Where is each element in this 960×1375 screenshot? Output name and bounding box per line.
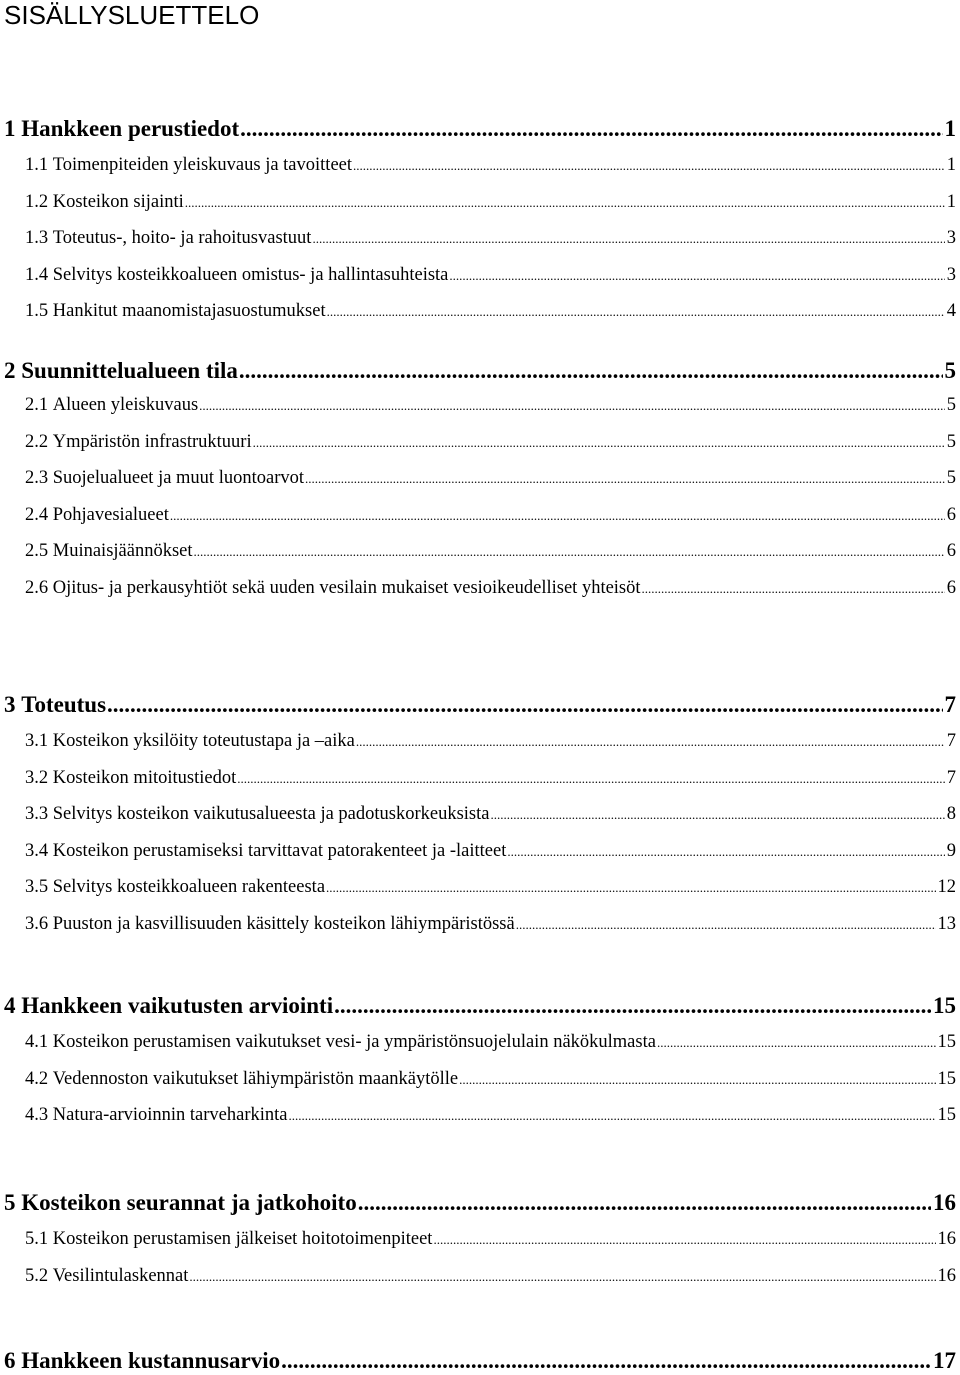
section-page-number: 17 — [933, 1348, 956, 1373]
subsection-number: 1.5 — [25, 301, 49, 321]
subsection-title: Kosteikon perustamisen vaikutukset vesi- ja ympäristönsuojelulain näkökulmasta — [52, 1032, 656, 1052]
subsection-page-number: 6 — [946, 541, 956, 561]
toc-subsection-3-3[interactable] — [25, 804, 956, 825]
section-page-number: 1 — [944, 116, 956, 141]
subsection-title: Kosteikon yksilöity toteutustapa ja –aika — [52, 731, 355, 751]
section-title: Hankkeen perustiedot — [21, 116, 240, 141]
dot-leader — [289, 1105, 936, 1126]
dot-leader — [237, 768, 945, 789]
toc-subsection-2-2[interactable] — [25, 432, 956, 453]
subsection-title: Kosteikon perustamisen jälkeiset hoitotoimenpiteet — [52, 1229, 433, 1249]
dot-leader — [185, 192, 945, 213]
subsection-number: 1.2 — [25, 192, 49, 212]
subsection-page-number: 9 — [946, 841, 956, 861]
toc-subsection-5-2[interactable] — [25, 1266, 956, 1287]
subsection-title: Selvitys kosteikkoalueen omistus- ja hallintasuhteista — [52, 265, 449, 285]
subsection-number: 3.3 — [25, 804, 49, 824]
dot-leader — [334, 993, 931, 1019]
subsection-title: Selvitys kosteikkoalueen rakenteesta — [52, 877, 326, 897]
subsection-title: Suojelualueet ja muut luontoarvot — [52, 468, 304, 488]
subsection-title: Toimenpiteiden yleiskuvaus ja tavoitteet — [52, 155, 353, 175]
subsection-number: 3.5 — [25, 877, 49, 897]
subsection-page-number: 1 — [946, 192, 956, 212]
subsection-page-number: 13 — [937, 914, 956, 934]
dot-leader — [491, 804, 945, 825]
subsection-number: 4.1 — [25, 1032, 49, 1052]
subsection-page-number: 1 — [946, 155, 956, 175]
subsection-title: Kosteikon sijainti — [52, 192, 184, 212]
section-title: Toteutus — [21, 692, 107, 717]
section-page-number: 7 — [944, 692, 956, 717]
subsection-title: Toteutus-, hoito- ja rahoitusvastuut — [52, 228, 312, 248]
dot-leader — [326, 877, 935, 898]
page-title: SISÄLLYSLUETTELO — [4, 0, 260, 30]
subsection-page-number: 5 — [946, 468, 956, 488]
toc-section-4[interactable] — [4, 993, 956, 1019]
subsection-number: 2.1 — [25, 395, 49, 415]
subsection-number: 2.2 — [25, 432, 49, 452]
subsection-title: Hankitut maanomistajasuostumukset — [52, 301, 326, 321]
dot-leader — [356, 731, 945, 752]
subsection-number: 5.2 — [25, 1266, 49, 1286]
dot-leader — [281, 1348, 931, 1374]
subsection-page-number: 12 — [937, 877, 956, 897]
dot-leader — [657, 1032, 936, 1053]
subsection-number: 2.6 — [25, 578, 49, 598]
dot-leader — [353, 155, 945, 176]
subsection-page-number: 7 — [946, 731, 956, 751]
section-page-number: 15 — [933, 993, 956, 1018]
subsection-page-number: 6 — [946, 578, 956, 598]
toc-subsection-2-6[interactable] — [25, 578, 956, 599]
subsection-page-number: 16 — [937, 1229, 956, 1249]
section-page-number: 16 — [933, 1190, 956, 1215]
toc-subsection-3-4[interactable] — [25, 841, 956, 862]
subsection-page-number: 15 — [937, 1069, 956, 1089]
dot-leader — [239, 358, 943, 384]
subsection-number: 3.2 — [25, 768, 49, 788]
subsection-title: Vesilintulaskennat — [52, 1266, 189, 1286]
toc-subsection-2-1[interactable] — [25, 395, 956, 416]
section-title: Hankkeen vaikutusten arviointi — [21, 993, 334, 1018]
dot-leader — [107, 692, 942, 718]
subsection-title: Puuston ja kasvillisuuden käsittely kosteikon lähiympäristössä — [52, 914, 515, 934]
subsection-title: Alueen yleiskuvaus — [52, 395, 199, 415]
subsection-page-number: 8 — [946, 804, 956, 824]
toc-section-5[interactable] — [4, 1190, 956, 1216]
subsection-number: 2.3 — [25, 468, 49, 488]
toc-subsection-2-3[interactable] — [25, 468, 956, 489]
subsection-number: 3.1 — [25, 731, 49, 751]
section-number: 4 — [4, 993, 16, 1018]
toc-subsection-1-3[interactable] — [25, 228, 956, 249]
dot-leader — [189, 1266, 935, 1287]
section-page-number: 5 — [944, 358, 956, 383]
subsection-title: Vedennoston vaikutukset lähiympäristön maankäytölle — [52, 1069, 459, 1089]
subsection-number: 3.6 — [25, 914, 49, 934]
toc-subsection-1-1[interactable] — [25, 155, 956, 176]
subsection-title: Natura-arvioinnin tarveharkinta — [52, 1105, 288, 1125]
toc-subsection-4-1[interactable] — [25, 1032, 956, 1053]
dot-leader — [199, 395, 945, 416]
subsection-page-number: 16 — [937, 1266, 956, 1286]
toc-section-6[interactable] — [4, 1348, 956, 1374]
subsection-page-number: 5 — [946, 432, 956, 452]
subsection-number: 1.3 — [25, 228, 49, 248]
toc-subsection-2-5[interactable] — [25, 541, 956, 562]
toc-subsection-3-2[interactable] — [25, 768, 956, 789]
subsection-page-number: 3 — [946, 265, 956, 285]
section-number: 2 — [4, 358, 16, 383]
dot-leader — [433, 1229, 935, 1250]
dot-leader — [253, 432, 945, 453]
dot-leader — [170, 505, 945, 526]
subsection-number: 5.1 — [25, 1229, 49, 1249]
section-number: 5 — [4, 1190, 16, 1215]
subsection-title: Ympäristön infrastruktuuri — [52, 432, 252, 452]
dot-leader — [459, 1069, 935, 1090]
toc-section-1[interactable] — [4, 116, 956, 142]
subsection-title: Muinaisjäännökset — [52, 541, 193, 561]
subsection-number: 2.5 — [25, 541, 49, 561]
dot-leader — [327, 301, 945, 322]
section-title: Hankkeen kustannusarvio — [21, 1348, 281, 1373]
subsection-number: 4.3 — [25, 1105, 49, 1125]
subsection-page-number: 6 — [946, 505, 956, 525]
subsection-number: 3.4 — [25, 841, 49, 861]
subsection-number: 1.4 — [25, 265, 49, 285]
dot-leader — [305, 468, 945, 489]
section-number: 1 — [4, 116, 16, 141]
toc-subsection-1-5[interactable] — [25, 301, 956, 322]
section-title: Kosteikon seurannat ja jatkohoito — [21, 1190, 357, 1215]
toc-section-3[interactable] — [4, 692, 956, 718]
dot-leader — [516, 914, 936, 935]
dot-leader — [240, 116, 942, 142]
subsection-title: Pohjavesialueet — [52, 505, 169, 525]
subsection-page-number: 15 — [937, 1105, 956, 1125]
toc-subsection-3-5[interactable] — [25, 877, 956, 898]
section-number: 3 — [4, 692, 16, 717]
dot-leader — [194, 541, 945, 562]
subsection-page-number: 4 — [946, 301, 956, 321]
section-title: Suunnittelualueen tila — [21, 358, 238, 383]
subsection-page-number: 7 — [946, 768, 956, 788]
subsection-page-number: 3 — [946, 228, 956, 248]
subsection-title: Kosteikon perustamiseksi tarvittavat patorakenteet ja -laitteet — [52, 841, 507, 861]
subsection-page-number: 15 — [937, 1032, 956, 1052]
dot-leader — [642, 578, 945, 599]
toc-subsection-5-1[interactable] — [25, 1229, 956, 1250]
section-number: 6 — [4, 1348, 16, 1373]
dot-leader — [312, 228, 944, 249]
subsection-number: 1.1 — [25, 155, 49, 175]
subsection-page-number: 5 — [946, 395, 956, 415]
toc-subsection-2-4[interactable] — [25, 505, 956, 526]
toc-section-2[interactable] — [4, 358, 956, 384]
toc-subsection-1-4[interactable] — [25, 265, 956, 286]
subsection-title: Ojitus- ja perkausyhtiöt sekä uuden vesilain mukaiset vesioikeudelliset yhteisöt — [52, 578, 641, 598]
subsection-number: 4.2 — [25, 1069, 49, 1089]
toc-subsection-1-2[interactable] — [25, 192, 956, 213]
subsection-title: Selvitys kosteikon vaikutusalueesta ja padotuskorkeuksista — [52, 804, 490, 824]
dot-leader — [507, 841, 944, 862]
toc-subsection-4-3[interactable] — [25, 1105, 956, 1126]
dot-leader — [358, 1190, 931, 1216]
subsection-title: Kosteikon mitoitustiedot — [52, 768, 237, 788]
subsection-number: 2.4 — [25, 505, 49, 525]
toc-subsection-4-2[interactable] — [25, 1069, 956, 1090]
toc-subsection-3-1[interactable] — [25, 731, 956, 752]
dot-leader — [449, 265, 944, 286]
toc-subsection-3-6[interactable] — [25, 914, 956, 935]
